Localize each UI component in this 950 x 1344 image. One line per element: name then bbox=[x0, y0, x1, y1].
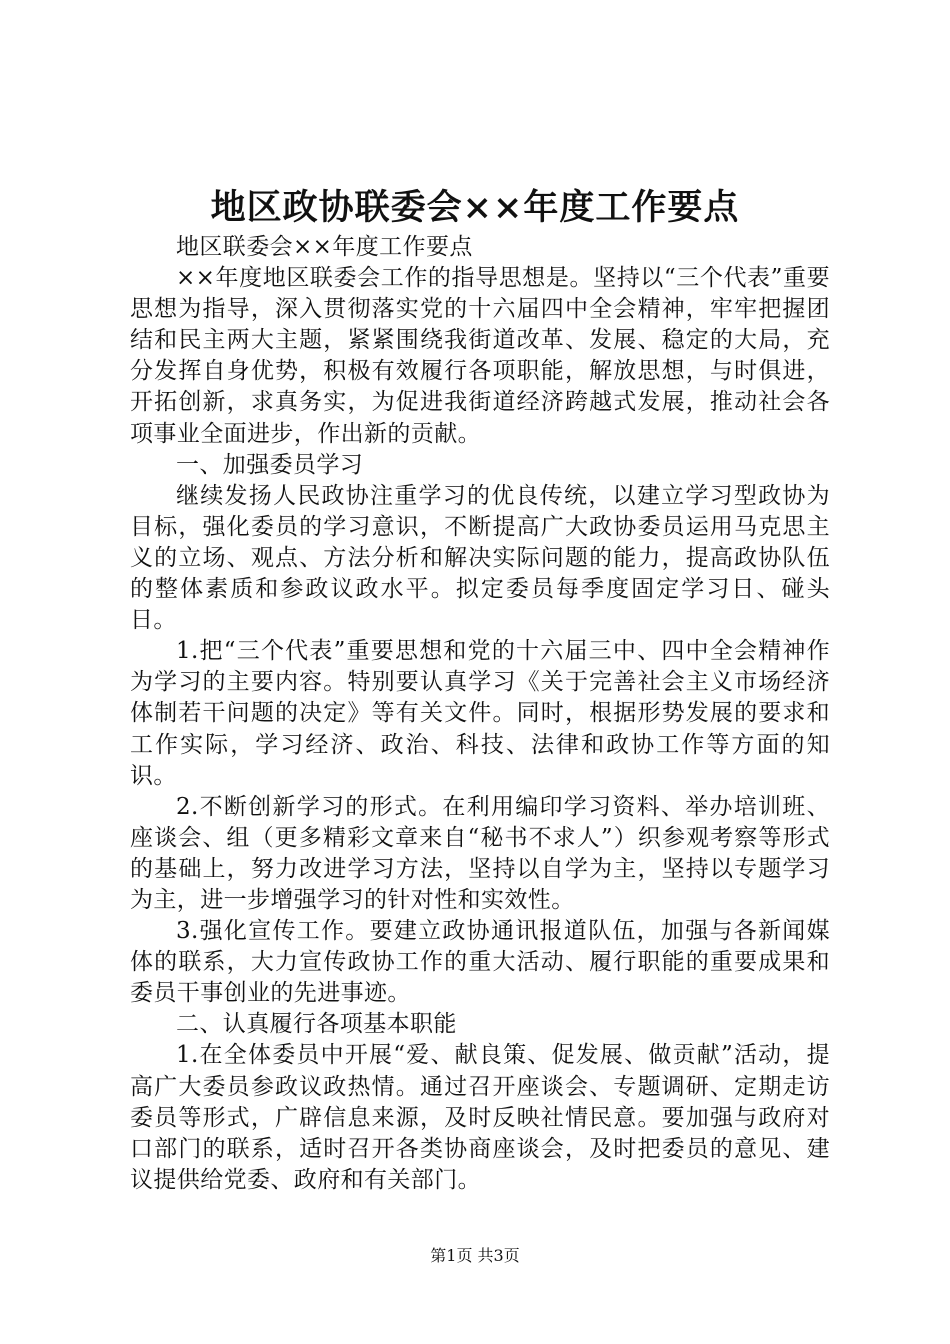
document-title: 地区政协联委会××年度工作要点 bbox=[210, 187, 740, 228]
section-1-item-3: 3.强化宣传工作。要建立政协通讯报道队伍，加强与各新闻媒体的联系，大力宣传政协工作的重大活动、履行职能的重要成果和委员干事创业的先进事迹。 bbox=[130, 918, 830, 1007]
section-1-item-1: 1.把“三个代表”重要思想和党的十六届三中、四中全会精神作为学习的主要内容。特别要认真学习《关于完善社会主义市场经济体制若干问题的决定》等有关文件。同时，根据形势发展的要求和工作实际，学习经济、政治、科技、法律和政协工作等方面的知识。 bbox=[130, 638, 830, 789]
section-1-item-2: 2.不断创新学习的形式。在利用编印学习资料、举办培训班、座谈会、组（更多精彩文章来自“秘书不求人”）织参观考察等形式的基础上，努力改进学习方法，坚持以自学为主，坚持以专题学习为主，进一步增强学习的针对性和实效性。 bbox=[130, 793, 830, 913]
section-heading-2: 二、认真履行各项基本职能 bbox=[176, 1011, 457, 1038]
document-body bbox=[130, 232, 830, 1196]
subtitle-paragraph: 地区联委会××年度工作要点 bbox=[176, 234, 473, 260]
guiding-thought-paragraph: ××年度地区联委会工作的指导思想是。坚持以“三个代表”重要思想为指导，深入贯彻落实党的十六届四中全会精神，牢牢把握团结和民主两大主题，紧紧围绕我街道改革、发展、稳定的大局，充分发挥自身优势，积极有效履行各项职能，解放思想，与时俱进，开拓创新，求真务实，为促进我街道经济跨越式发展，推动社会各项事业全面进步，作出新的贡献。 bbox=[130, 265, 830, 447]
section-heading-1: 一、加强委员学习 bbox=[176, 451, 364, 478]
section-1-intro-paragraph: 继续发扬人民政协注重学习的优良传统，以建立学习型政协为目标，强化委员的学习意识，不断提高广大政协委员运用马克思主义的立场、观点、方法分析和解决实际问题的能力，提高政协队伍的整体素质和参政议政水平。拟定委员每季度固定学习日、碰头日。 bbox=[130, 482, 830, 634]
page-footer: 第1页 共3页 bbox=[430, 1246, 520, 1265]
section-2-item-1: 1.在全体委员中开展“爱、献良策、促发展、做贡献”活动，提高广大委员参政议政热情。通过召开座谈会、专题调研、定期走访委员等形式，广辟信息来源，及时反映社情民意。要加强与政府对口部门的联系，适时召开各类协商座谈会，及时把委员的意见、建议提供给党委、政府和有关部门。 bbox=[130, 1042, 830, 1193]
